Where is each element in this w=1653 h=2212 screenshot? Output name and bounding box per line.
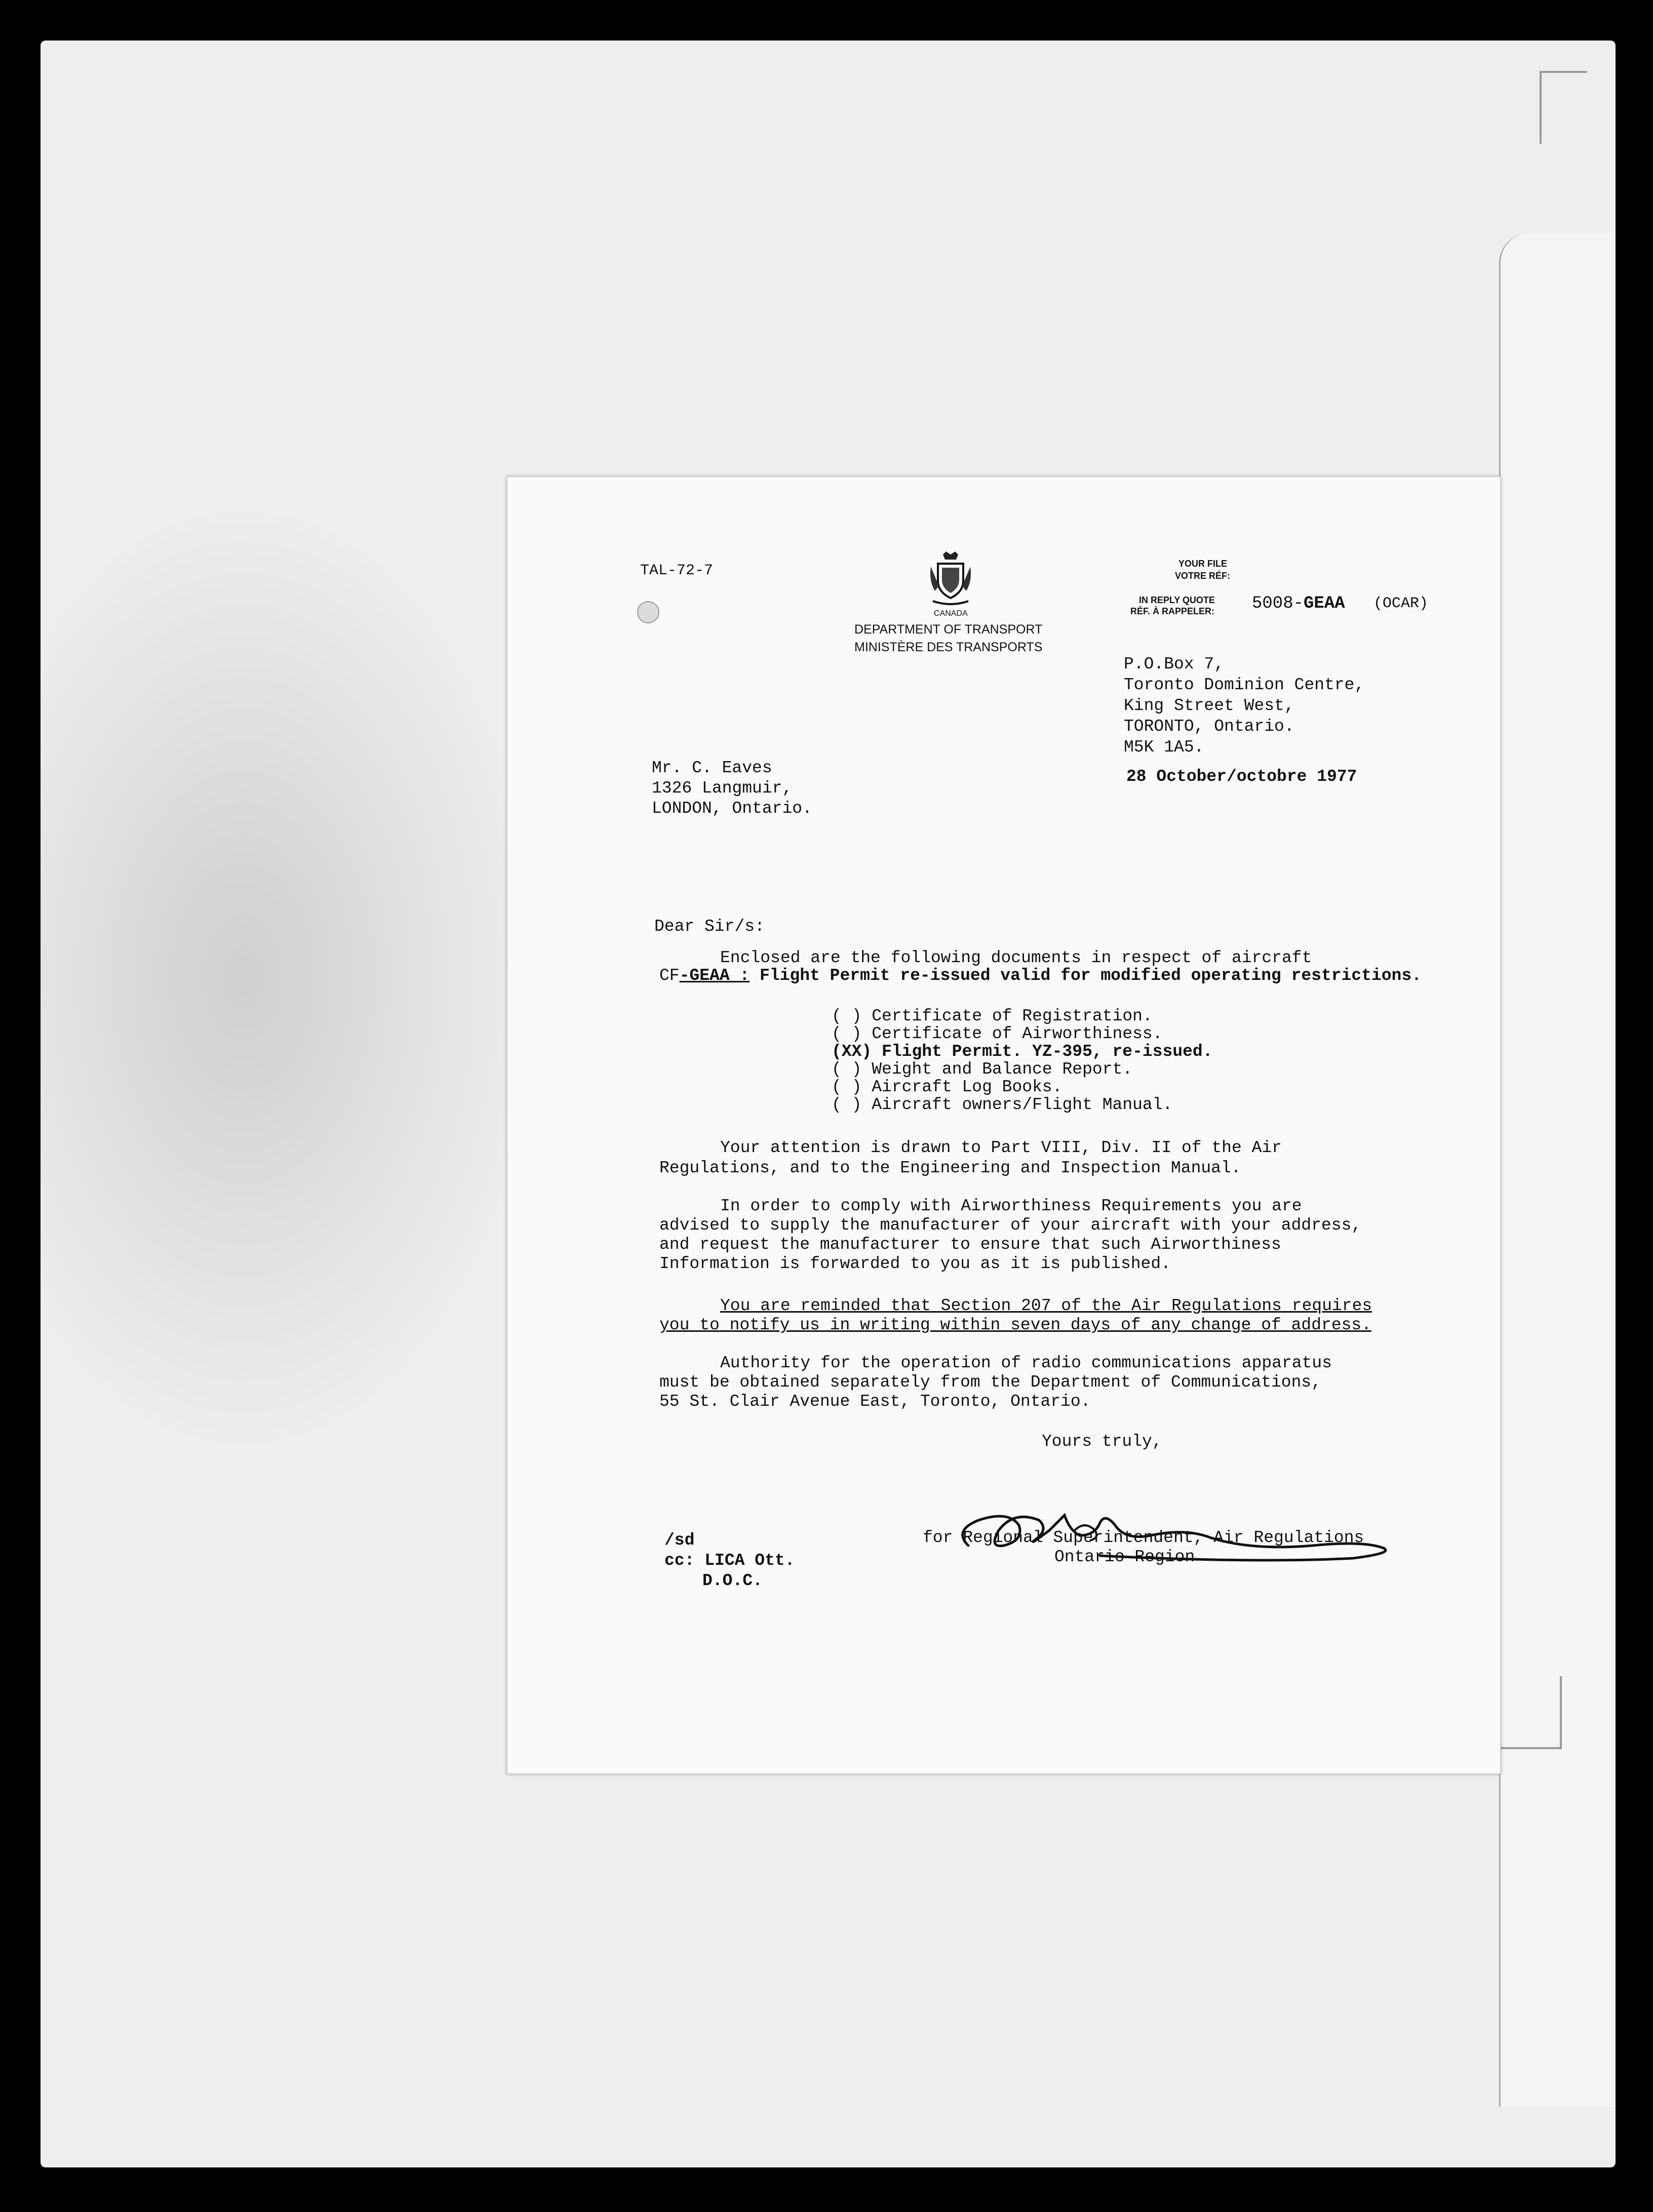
document-item <box>832 1059 1132 1080</box>
document-mark: ( ) <box>832 1078 862 1096</box>
recipient-line: 1326 Langmuir, <box>652 779 793 798</box>
department-en: DEPARTMENT OF TRANSPORT <box>854 622 1043 637</box>
document-mark: ( ) <box>832 1060 862 1079</box>
paragraph-line: Regulations, and to the Engineering and Inspection Manual. <box>659 1159 1241 1177</box>
reference-suffix: (OCAR) <box>1373 595 1429 612</box>
reference-prefix: 5008- <box>1252 594 1304 613</box>
document-item <box>832 1042 1213 1062</box>
document-label: Weight and Balance Report. <box>872 1060 1133 1079</box>
smudge-texture <box>41 496 547 1458</box>
paragraph-line: and request the manufacturer to ensure that such Airworthiness <box>659 1235 1281 1254</box>
sender-address-line: King Street West, <box>1124 696 1294 715</box>
recipient-line: LONDON, Ontario. <box>652 799 812 818</box>
department-fr: MINISTÈRE DES TRANSPORTS <box>854 640 1043 654</box>
sender-address-line: TORONTO, Ontario. <box>1124 717 1294 736</box>
paragraph-line: advised to supply the manufacturer of your aircraft with your address, <box>659 1216 1362 1235</box>
document-label: Aircraft Log Books. <box>872 1078 1062 1096</box>
sender-address-line: Toronto Dominion Centre, <box>1124 676 1365 694</box>
paragraph-line: must be obtained separately from the Department of Communications, <box>659 1373 1322 1392</box>
signature-title: for Regional Superintendent, Air Regulations <box>923 1528 1364 1547</box>
paragraph-line: Information is forwarded to you as it is published. <box>659 1254 1171 1273</box>
typist-initials: /sd <box>664 1531 695 1550</box>
letter-sheet <box>506 476 1501 1774</box>
document-mark: ( ) <box>832 1095 862 1114</box>
document-label: Certificate of Registration. <box>872 1007 1153 1025</box>
carbon-copy-line: D.O.C. <box>702 1571 763 1590</box>
reply-quote-fr: RÉF. À RAPPELER: <box>1130 606 1215 616</box>
paragraph-line: You are reminded that Section 207 of the Air Regulations requires <box>720 1296 1372 1315</box>
aircraft-prefix: CF <box>659 966 680 985</box>
paragraph-line: Authority for the operation of radio communications apparatus <box>720 1354 1332 1372</box>
crop-mark <box>1540 71 1587 144</box>
folder-tab <box>1499 233 1616 2107</box>
document-item <box>832 1006 1153 1026</box>
canada-coat-of-arms <box>928 550 973 609</box>
intro-line: Enclosed are the following documents in respect of aircraft <box>720 949 1312 967</box>
document-mark: ( ) <box>832 1024 862 1043</box>
document-label: Certificate of Airworthiness. <box>872 1024 1163 1043</box>
aircraft-note: Flight Permit re-issued valid for modified operating restrictions. <box>760 966 1422 985</box>
document-label: Flight Permit. YZ-395, re-issued. <box>882 1042 1213 1061</box>
signature-region: Ontario Region <box>1054 1548 1195 1566</box>
reference-typed: GEAA <box>1304 594 1345 613</box>
paragraph-line: 55 St. Clair Avenue East, Toronto, Ontario. <box>659 1392 1091 1411</box>
closing: Yours truly, <box>1042 1432 1162 1451</box>
recipient-line: Mr. C. Eaves <box>652 759 772 777</box>
document-item <box>832 1095 1172 1115</box>
carbon-copy-line: cc: LICA Ott. <box>664 1551 795 1570</box>
your-file-fr: VOTRE RÉF: <box>1175 571 1231 581</box>
paragraph-line: Your attention is drawn to Part VIII, Div. II of the Air <box>720 1138 1282 1157</box>
document-label: Aircraft owners/Flight Manual. <box>872 1095 1173 1114</box>
document-item <box>832 1024 1163 1044</box>
paragraph-line: In order to comply with Airworthiness Requirements you are <box>720 1197 1302 1215</box>
salutation: Dear Sir/s: <box>654 917 765 936</box>
sender-address-line: P.O.Box 7, <box>1124 655 1225 674</box>
reply-quote-en: IN REPLY QUOTE <box>1139 595 1215 605</box>
punch-hole <box>637 601 659 623</box>
your-file-en: YOUR FILE <box>1178 559 1228 569</box>
document-mark: (XX) <box>832 1042 872 1061</box>
paragraph-line: you to notify us in writing within seven days of any change of address. <box>659 1316 1372 1334</box>
reference-number <box>1252 594 1345 614</box>
document-mark: ( ) <box>832 1007 862 1025</box>
crest-label: CANADA <box>934 609 968 618</box>
sender-address-line: M5K 1A5. <box>1124 738 1204 757</box>
aircraft-id: -GEAA : <box>679 966 750 985</box>
aircraft-line <box>659 966 1422 986</box>
letter-date: 28 October/octobre 1977 <box>1126 767 1357 786</box>
file-number: TAL-72-7 <box>640 562 714 579</box>
document-item <box>832 1077 1062 1097</box>
